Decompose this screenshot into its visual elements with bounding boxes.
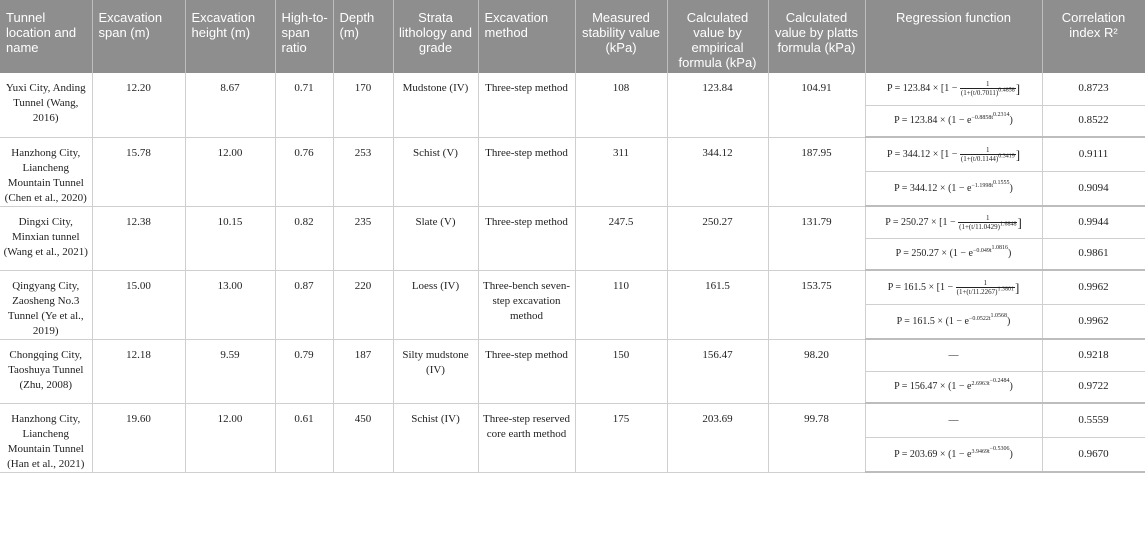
cell-depth: 187: [333, 339, 393, 403]
cell-platts: 98.20: [768, 339, 865, 403]
formula-tail: ): [1009, 381, 1013, 393]
cell-strata: Mudstone (IV): [393, 73, 478, 137]
formula-lead: P = 203.69 × (1 − e: [894, 449, 972, 460]
formula-exponent: [972, 244, 1009, 254]
exponent-power: 1.0816: [991, 244, 1009, 251]
correlation-index-cell: 0.8522: [1042, 105, 1145, 137]
header-cell: High-to-span ratio: [275, 0, 333, 73]
regression-function-cell: [865, 73, 1042, 105]
cell-name: Hanzhong City, Liancheng Mountain Tunnel (Chen et al., 2020): [0, 137, 92, 206]
header-cell: Regression function: [865, 0, 1042, 73]
exponent-base: 3.9469t: [971, 448, 990, 455]
formula-tail: ): [1009, 183, 1013, 194]
correlation-index-cell: 0.9722: [1042, 371, 1145, 403]
cell-span: 12.38: [92, 206, 185, 270]
cell-empirical: 156.47: [667, 339, 768, 403]
cell-platts: 99.78: [768, 403, 865, 472]
cell-name: Dingxi City, Minxian tunnel (Wang et al., 2021): [0, 206, 92, 270]
cell-ratio: 0.87: [275, 270, 333, 339]
cell-span: 12.20: [92, 73, 185, 137]
formula-fraction: [960, 80, 1016, 97]
regression-function-cell: [865, 206, 1042, 238]
correlation-index-cell: 0.8723: [1042, 73, 1145, 105]
correlation-index-cell: 0.5559: [1042, 403, 1145, 438]
correlation-index-cell: 0.9218: [1042, 339, 1145, 371]
regression-function-cell: [865, 238, 1042, 270]
cell-height: 12.00: [185, 137, 275, 206]
formula-lead: P = 156.47 × (1 − e: [894, 381, 972, 393]
denominator-base: (1+(t/0.1144): [960, 155, 999, 163]
cell-ratio: 0.71: [275, 73, 333, 137]
header-cell: Excavation span (m): [92, 0, 185, 73]
cell-span: 15.78: [92, 137, 185, 206]
table-row: [0, 270, 1145, 305]
cell-platts: 104.91: [768, 73, 865, 137]
formula-exponent: [971, 377, 1010, 387]
exponent-power: −0.2484: [989, 377, 1010, 384]
cell-platts: 131.79: [768, 206, 865, 270]
correlation-index-cell: 0.9670: [1042, 438, 1145, 473]
formula-exponent: [968, 312, 1008, 322]
formula-lead: P = 123.84 × [1 −: [886, 83, 958, 95]
formula-lead: P = 161.5 × [1 −: [887, 281, 954, 293]
regression-function-cell: [865, 403, 1042, 438]
cell-height: 9.59: [185, 339, 275, 403]
formula-lead: P = 250.27 × [1 −: [885, 216, 956, 228]
cell-strata: Schist (V): [393, 137, 478, 206]
denominator-base: (1+(t/0.7011): [960, 89, 999, 98]
cell-strata: Slate (V): [393, 206, 478, 270]
denominator-exponent: 1.3801: [997, 286, 1014, 293]
header-cell: Measured stability value (kPa): [575, 0, 667, 73]
cell-strata: Schist (IV): [393, 403, 478, 472]
denominator-exponent: 0.3419: [998, 153, 1015, 160]
fraction-numerator: 1: [956, 279, 1015, 288]
cell-method: Three-step method: [478, 73, 575, 137]
cell-measured: 110: [575, 270, 667, 339]
header-cell: Depth (m): [333, 0, 393, 73]
cell-ratio: 0.79: [275, 339, 333, 403]
table-row: [0, 403, 1145, 438]
formula-lead: P = 161.5 × (1 − e: [896, 316, 969, 327]
cell-measured: 311: [575, 137, 667, 206]
cell-depth: 220: [333, 270, 393, 339]
exponent-power: 0.2314: [993, 111, 1010, 118]
formula-tail: ): [1008, 248, 1012, 260]
header-cell: Excavation height (m): [185, 0, 275, 73]
empty-dash: —: [948, 349, 959, 361]
fraction-numerator: 1: [960, 80, 1016, 89]
denominator-exponent: 1.6848: [999, 221, 1017, 228]
cell-strata: Loess (IV): [393, 270, 478, 339]
formula-fraction: [958, 214, 1017, 231]
exponent-base: −0.0522t: [968, 315, 991, 322]
empty-dash: —: [948, 415, 959, 426]
fraction-numerator: 1: [958, 214, 1017, 223]
regression-function-cell: [865, 371, 1042, 403]
cell-empirical: 250.27: [667, 206, 768, 270]
cell-height: 10.15: [185, 206, 275, 270]
formula-fraction: [956, 279, 1015, 296]
denominator-base: (1+(t/11.2267): [956, 288, 998, 296]
cell-name: Yuxi City, Anding Tunnel (Wang, 2016): [0, 73, 92, 137]
formula-exponent: [971, 179, 1010, 189]
formula-tail: ): [1009, 449, 1013, 460]
cell-method: Three-step method: [478, 206, 575, 270]
exponent-base: 2.6963t: [971, 380, 990, 387]
cell-depth: 450: [333, 403, 393, 472]
cell-empirical: 123.84: [667, 73, 768, 137]
regression-function-cell: [865, 305, 1042, 340]
table-row: [0, 73, 1145, 105]
denominator-base: (1+(t/11.0429): [959, 222, 1000, 231]
correlation-index-cell: 0.9861: [1042, 238, 1145, 270]
exponent-power: −0.5306: [989, 445, 1010, 452]
correlation-index-cell: 0.9962: [1042, 270, 1145, 305]
cell-name: Qingyang City, Zaosheng No.3 Tunnel (Ye et al., 2019): [0, 270, 92, 339]
regression-function-cell: [865, 339, 1042, 371]
cell-span: 12.18: [92, 339, 185, 403]
formula-lead: P = 344.12 × [1 −: [886, 148, 958, 160]
cell-depth: 253: [333, 137, 393, 206]
exponent-base: −0.049t: [972, 247, 992, 254]
fraction-denominator: [958, 223, 1017, 231]
formula-tail: ]: [1015, 81, 1021, 97]
fraction-numerator: 1: [960, 146, 1016, 155]
cell-empirical: 344.12: [667, 137, 768, 206]
exponent-base: −0.8858t: [971, 114, 994, 121]
formula-tail: ): [1007, 316, 1011, 327]
cell-method: Three-bench seven-step excavation method: [478, 270, 575, 339]
correlation-index-cell: 0.9944: [1042, 206, 1145, 238]
formula-lead: P = 123.84 × (1 − e: [894, 115, 972, 127]
header-cell: Correlation index R²: [1042, 0, 1145, 73]
formula-tail: ]: [1015, 147, 1021, 162]
cell-strata: Silty mudstone (IV): [393, 339, 478, 403]
regression-function-cell: [865, 172, 1042, 207]
exponent-power: 0.1555: [993, 179, 1010, 186]
cell-measured: 175: [575, 403, 667, 472]
cell-ratio: 0.82: [275, 206, 333, 270]
denominator-exponent: 0.4858: [998, 87, 1015, 94]
cell-method: Three-step method: [478, 137, 575, 206]
header-cell: Calculated value by empirical formula (kPa): [667, 0, 768, 73]
cell-depth: 170: [333, 73, 393, 137]
cell-span: 15.00: [92, 270, 185, 339]
header-cell: Calculated value by platts formula (kPa): [768, 0, 865, 73]
formula-exponent: [971, 111, 1010, 121]
formula-tail: ): [1009, 115, 1013, 127]
cell-span: 19.60: [92, 403, 185, 472]
header-cell: Tunnel location and name: [0, 0, 92, 73]
formula-lead: P = 344.12 × (1 − e: [894, 183, 972, 194]
formula-fraction: [960, 146, 1016, 163]
cell-platts: 187.95: [768, 137, 865, 206]
cell-depth: 235: [333, 206, 393, 270]
header-cell: Strata lithology and grade: [393, 0, 478, 73]
table-row: [0, 206, 1145, 238]
regression-function-cell: [865, 137, 1042, 172]
cell-name: Hanzhong City, Liancheng Mountain Tunnel (Han et al., 2021): [0, 403, 92, 472]
header-cell: Excavation method: [478, 0, 575, 73]
table-row: [0, 137, 1145, 172]
formula-lead: P = 250.27 × (1 − e: [895, 248, 973, 260]
fraction-denominator: [960, 89, 1016, 97]
formula-exponent: [971, 445, 1010, 455]
cell-method: Three-step method: [478, 339, 575, 403]
cell-platts: 153.75: [768, 270, 865, 339]
cell-ratio: 0.61: [275, 403, 333, 472]
formula-tail: ]: [1017, 214, 1022, 230]
correlation-index-cell: 0.9094: [1042, 172, 1145, 207]
header-row: [0, 0, 1145, 73]
cell-empirical: 203.69: [667, 403, 768, 472]
correlation-index-cell: 0.9962: [1042, 305, 1145, 340]
exponent-base: −1.1998t: [971, 182, 994, 189]
cell-ratio: 0.76: [275, 137, 333, 206]
cell-method: Three-step reserved core earth method: [478, 403, 575, 472]
cell-measured: 108: [575, 73, 667, 137]
fraction-denominator: [956, 288, 1015, 296]
table-row: [0, 339, 1145, 371]
cell-height: 8.67: [185, 73, 275, 137]
cell-empirical: 161.5: [667, 270, 768, 339]
correlation-index-cell: 0.9111: [1042, 137, 1145, 172]
regression-function-cell: [865, 105, 1042, 137]
regression-function-cell: [865, 438, 1042, 473]
cell-measured: 150: [575, 339, 667, 403]
cell-measured: 247.5: [575, 206, 667, 270]
fraction-denominator: [960, 155, 1016, 163]
formula-tail: ]: [1014, 280, 1020, 295]
exponent-power: 1.0568: [990, 312, 1008, 319]
cell-height: 13.00: [185, 270, 275, 339]
cell-height: 12.00: [185, 403, 275, 472]
cell-name: Chongqing City, Taoshuya Tunnel (Zhu, 2008): [0, 339, 92, 403]
regression-function-cell: [865, 270, 1042, 305]
